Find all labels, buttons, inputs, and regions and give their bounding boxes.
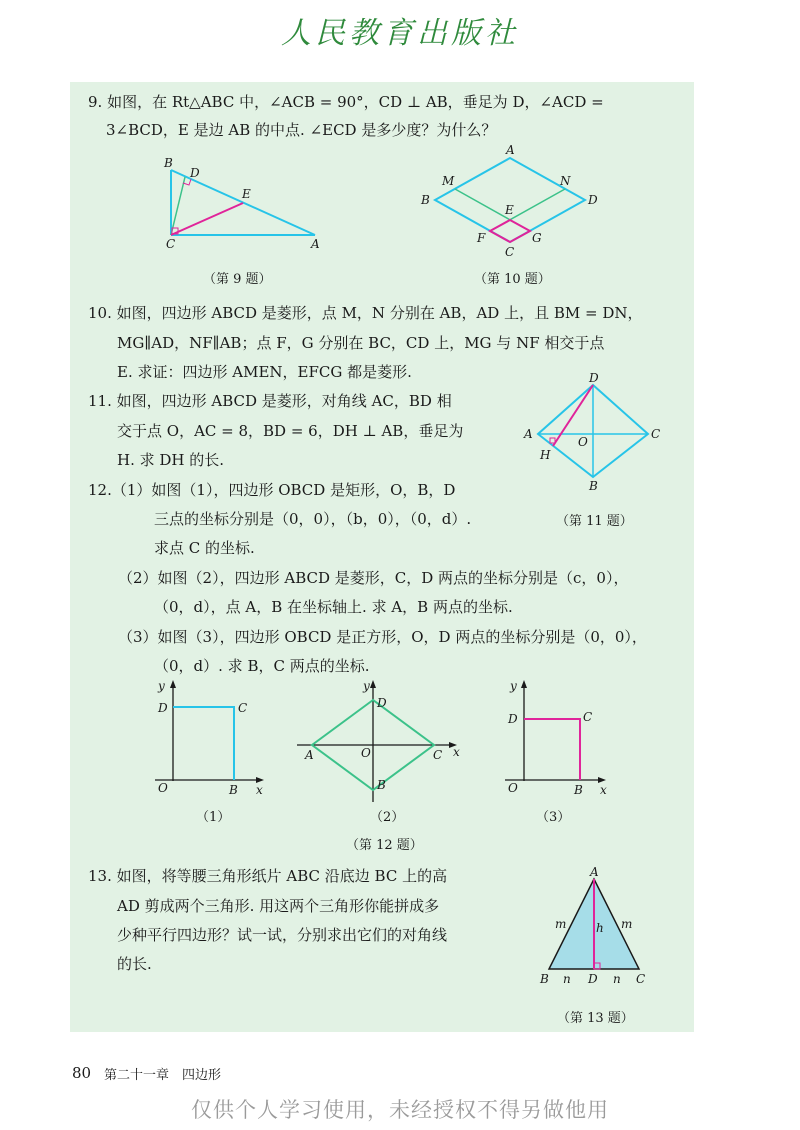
fig12-2-label-a: A	[305, 748, 314, 762]
fig10-label-b: B	[421, 193, 430, 207]
figure-12-2	[295, 678, 470, 808]
fig12-1-label-y: y	[158, 679, 165, 693]
fig13-label-n-right: n	[613, 972, 621, 986]
fig12-2-label-o: O	[361, 746, 371, 760]
fig10-label-d: D	[588, 193, 598, 207]
fig12-2-label-d: D	[377, 696, 387, 710]
figure-10	[415, 140, 615, 265]
problem-10-line-1: 10. 如图，四边形 ABCD 是菱形，点 M，N 分别在 AB，AD 上，且 BM = DN，	[88, 304, 643, 322]
fig12-3-label-x: x	[600, 783, 607, 797]
figure-12-caption: （第 12 题）	[346, 838, 423, 853]
problem-12-part-2-line-2: （0，d），点 A，B 在坐标轴上. 求 A，B 两点的坐标.	[154, 598, 513, 616]
problem-9-line-2: 3∠BCD，E 是边 AB 的中点. ∠ECD 是多少度？为什么？	[106, 121, 497, 139]
publisher-logo: 人民教育出版社	[281, 16, 519, 51]
fig9-label-c: C	[166, 237, 176, 251]
problem-10-line-2: MG∥AD，NF∥AB；点 F，G 分别在 BC，CD 上，MG 与 NF 相交于点	[117, 334, 605, 352]
fig11-label-b: B	[589, 479, 598, 493]
fig13-label-h: h	[596, 921, 604, 935]
problem-9-line-1: 9. 如图，在 Rt△ABC 中，∠ACB = 90°，CD ⊥ AB，垂足为 D，∠ACD =	[88, 93, 604, 111]
problem-13-line-1: 13. 如图，将等腰三角形纸片 ABC 沿底边 BC 上的高	[88, 867, 448, 885]
figure-12-3-caption: （3）	[536, 810, 571, 825]
problem-12-part-3-line-1: （3）如图（3），四边形 OBCD 是正方形，O，D 两点的坐标分别是（0，0），	[118, 628, 647, 646]
watermark-text: 仅供个人学习使用，未经授权不得另做他用	[191, 1098, 609, 1122]
fig12-3-label-d: D	[508, 712, 518, 726]
fig9-label-e: E	[242, 187, 251, 201]
fig10-label-c: C	[505, 245, 515, 259]
problem-12-part-3-line-2: （0，d）. 求 B，C 两点的坐标.	[154, 657, 370, 675]
problem-12-part-1-line-2: 三点的坐标分别是（0，0），（b，0），（0，d）.	[154, 510, 472, 528]
fig10-label-m: M	[442, 174, 455, 188]
fig10-label-e: E	[505, 203, 514, 217]
fig12-1-label-c: C	[238, 701, 248, 715]
fig10-label-a: A	[506, 143, 515, 157]
fig13-label-m-left: m	[555, 917, 567, 931]
fig10-rhombus-abcd	[435, 158, 585, 242]
fig10-label-f: F	[477, 231, 486, 245]
fig9-label-d: D	[190, 166, 200, 180]
fig12-3-square	[524, 719, 580, 780]
page-number: 80	[72, 1064, 92, 1082]
fig12-2-label-x: x	[453, 745, 460, 759]
figure-12-1	[150, 678, 275, 803]
fig12-1-rectangle	[173, 707, 234, 780]
fig11-label-c: C	[651, 427, 661, 441]
figure-10-caption: （第 10 题）	[474, 272, 551, 287]
fig9-segment-ce	[171, 203, 243, 235]
chapter-title: 第二十一章 四边形	[104, 1068, 222, 1083]
figure-13-caption: （第 13 题）	[557, 1011, 634, 1026]
fig9-label-a: A	[311, 237, 320, 251]
fig10-label-n: N	[560, 174, 571, 188]
fig13-label-d: D	[588, 972, 598, 986]
fig10-label-g: G	[532, 231, 542, 245]
fig12-1-y-arrow	[170, 680, 176, 688]
fig12-3-label-b: B	[574, 783, 583, 797]
figure-9	[150, 150, 340, 260]
figure-13	[535, 862, 655, 992]
figure-11-caption: （第 11 题）	[556, 514, 633, 529]
fig13-label-c: C	[636, 972, 646, 986]
problem-11-line-3: H. 求 DH 的长.	[117, 451, 225, 469]
problem-10-line-3: E. 求证：四边形 AMEN，EFCG 都是菱形.	[117, 363, 412, 381]
fig12-3-label-c: C	[583, 710, 593, 724]
fig11-label-h: H	[540, 448, 551, 462]
fig11-label-a: A	[524, 427, 533, 441]
fig11-label-o: O	[578, 435, 588, 449]
fig9-label-b: B	[164, 156, 173, 170]
fig13-label-b: B	[540, 972, 549, 986]
figure-12-3	[500, 678, 620, 803]
fig12-1-label-x: x	[256, 783, 263, 797]
fig12-1-label-o: O	[158, 781, 168, 795]
fig12-1-label-d: D	[158, 701, 168, 715]
problem-12-part-1-line-3: 求点 C 的坐标.	[154, 539, 255, 557]
fig11-right-angle-h	[550, 438, 555, 443]
figure-12-1-caption: （1）	[196, 810, 231, 825]
fig13-label-n-left: n	[563, 972, 571, 986]
fig12-1-label-b: B	[229, 783, 238, 797]
fig12-3-y-arrow	[521, 680, 527, 688]
fig12-2-label-y: y	[363, 679, 370, 693]
fig10-rhombus-efcg	[490, 220, 530, 242]
problem-11-line-2: 交于点 O，AC = 8，BD = 6，DH ⊥ AB，垂足为	[117, 422, 464, 440]
fig13-label-m-right: m	[621, 917, 633, 931]
fig12-3-label-y: y	[510, 679, 517, 693]
fig11-label-d: D	[589, 371, 599, 385]
figure-9-caption: （第 9 题）	[203, 272, 272, 287]
fig12-2-y-arrow	[370, 680, 376, 688]
problem-11-line-1: 11. 如图，四边形 ABCD 是菱形，对角线 AC，BD 相	[88, 392, 452, 410]
fig13-label-a: A	[590, 865, 599, 879]
figure-12-2-caption: （2）	[370, 810, 405, 825]
problem-12-part-1-line-1: 12.（1）如图（1），四边形 OBCD 是矩形，O，B，D	[88, 481, 456, 499]
fig9-segment-cd	[171, 177, 185, 235]
fig12-3-label-o: O	[508, 781, 518, 795]
fig12-2-label-b: B	[377, 778, 386, 792]
problem-13-line-2: AD 剪成两个三角形. 用这两个三角形你能拼成多	[117, 897, 440, 915]
problem-13-line-3: 少种平行四边形？试一试，分别求出它们的对角线	[117, 926, 448, 944]
fig12-2-label-c: C	[433, 748, 443, 762]
problem-12-part-2-line-1: （2）如图（2），四边形 ABCD 是菱形，C，D 两点的坐标分别是（c，0），	[118, 569, 629, 587]
problem-13-line-4: 的长.	[117, 955, 152, 973]
figure-11	[518, 372, 668, 497]
